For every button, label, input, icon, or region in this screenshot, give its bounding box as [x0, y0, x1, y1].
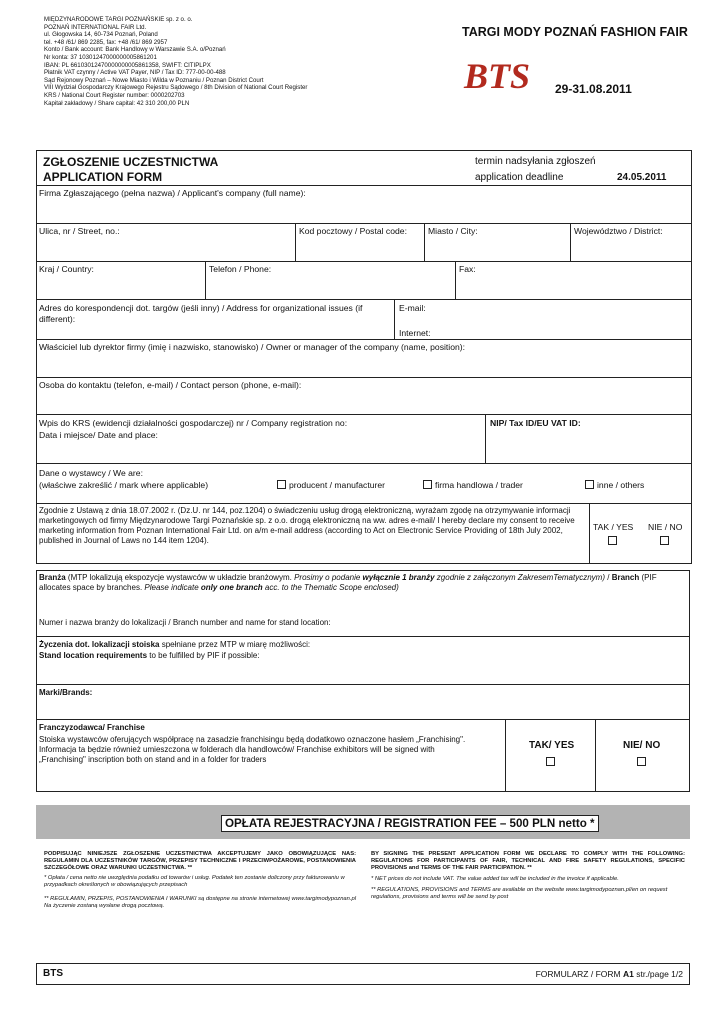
field-country[interactable]: Kraj / Country: [39, 264, 94, 274]
registration-fee-label: OPŁATA REJESTRACYJNA / REGISTRATION FEE – 500 PLN netto * [221, 815, 599, 832]
company-info-line: MIĘDZYNARODOWE TARGI POZNAŃSKIE sp. z o. o. [44, 16, 193, 23]
option-others[interactable] [582, 478, 647, 493]
form-title-pl: ZGŁOSZENIE UCZESTNICTWA [43, 155, 219, 169]
option-producer-label: producent / manufacturer [289, 480, 386, 490]
field-correspondence-address[interactable]: Adres do korespondencji dot. targów (jeśli inny) / Address for organizational issues (if different): [39, 303, 363, 324]
checkbox-icon[interactable] [277, 480, 286, 489]
field-owner[interactable]: Właściciel lub dyrektor firmy (imię i nazwisko, stanowisko) / Owner or manager of the company (name, position): [39, 342, 466, 352]
company-info-line: IBAN: PL 66103012470000000005861358, SWIFT: CITIPLPX [44, 61, 211, 69]
field-phone[interactable]: Telefon / Phone: [209, 264, 272, 274]
consent-yes-label: TAK / YES [593, 522, 634, 532]
franchise-title: Franczyzodawca/ Franchise [39, 723, 145, 732]
franchise-text: Stoiska wystawców oferujących współpracę na zasadzie franchisingu będą dodatkowo oznaczone hasłem „Franchising". Informacja ta będzie również umieszczona w folderach dla handlowców/ Franchise exhibitors will be signed with „Franchising" inscription both on stand and in a folder for traders [39, 735, 466, 764]
company-info-line: Kapitał zakładowy / Share capital: 42 310 200,00 PLN [44, 99, 190, 107]
field-internet[interactable]: Internet: [399, 328, 431, 338]
field-fax[interactable]: Fax: [459, 264, 476, 274]
field-email[interactable]: E-mail: [399, 303, 426, 313]
consent-yes-checkbox[interactable] [608, 536, 617, 545]
company-info-line: Konto / Bank account: Bank Handlowy w Warszawie S.A. o/Poznań [44, 46, 226, 54]
marketing-consent-text: Zgodnie z Ustawą z dnia 18.07.2002 r. (Dz.U. nr 144, poz.1204) o świadczeniu usług drogą elektroniczną, wyrażam zgodę na otrzymywanie informacji marketingowych od firmy Międzynarodowe Targi Poznańskie sp. z o.o. drogą elektroniczną na ww. adres e-mail/ I hereby declare my consent to receive marketing information from Poznan International Fair Ltd. on a/m e-mail address (according to Act on Electronic Service Providing of 18th July 2002, published in Journal of Laws no 144 item 1204). [39, 506, 575, 545]
field-registration-date-place[interactable]: Data i miejsce/ Date and place: [39, 430, 158, 440]
deadline-label-pl: termin nadsyłania zgłoszeń [475, 156, 596, 167]
field-brands[interactable]: Marki/Brands: [39, 688, 93, 697]
franchise-no-label: NIE/ NO [623, 740, 661, 751]
we-are-hint: (właściwe zakreślić / mark where applicable) [39, 480, 209, 490]
field-location-wishes[interactable]: Życzenia dot. lokalizacji stoiska spełniane przez MTP w miarę możliwości: [39, 640, 311, 649]
company-info-line: tel. +48 /61/ 869 2285, fax: +48 /61/ 869 2957 [44, 38, 168, 46]
consent-no-label: NIE / NO [648, 522, 683, 532]
company-info-line: VIII Wydział Gospodarczy Krajowego Rejestru Sądowego / 8th Division of National Court Register [44, 84, 308, 92]
fair-dates: 29-31.08.2011 [555, 82, 632, 96]
company-info-line: KRS / National Court Register number: 0000202703 [44, 91, 185, 99]
bts-logo [462, 58, 552, 92]
terms-en-note-vat: * NET prices do not include VAT. The value added tax will be included in the invoice if applicable. [371, 876, 619, 882]
option-trader[interactable] [420, 478, 526, 493]
option-others-label: inne / others [597, 480, 645, 490]
company-info [44, 16, 364, 107]
terms-pl-note-regulations: ** REGULAMIN, PRZEPIS, POSTANOWIENIA I WARUNKI są dostępne na stronie internetowej www.targimodypoznan.pl Na życzenie zostaną wysłane drogą pocztową. [44, 896, 356, 910]
terms-en-note-regulations: ** REGULATIONS, PROVISIONS and TERMS are available on the website www.targimodypoznan.pl/en on request regulations, provisions and terms will be send by post [371, 887, 668, 901]
checkbox-icon[interactable] [423, 480, 432, 489]
field-street[interactable]: Ulica, nr / Street, no.: [39, 226, 120, 236]
deadline-date: 24.05.2011 [617, 172, 667, 183]
consent-no-checkbox[interactable] [660, 536, 669, 545]
company-info-line: ul. Głogowska 14, 60-734 Poznań, Poland [44, 31, 158, 39]
checkbox-icon[interactable] [585, 480, 594, 489]
franchise-no-checkbox[interactable] [637, 757, 646, 766]
company-info-line: Sąd Rejonowy Poznań – Nowe Miasto i Wilda w Poznaniu / Poznan District Court [44, 76, 264, 84]
terms-pl: PODPISUJĄC NINIEJSZE ZGŁOSZENIE UCZESTNICTWA AKCEPTUJEMY JAKO OBOWIĄZUJĄCE NAS: REGULAMIN DLA UCZESTNIKÓW TARGÓW, PRZEPISY TECHNICZNE I PRZECIWPOŻAROWE, POSTANOWIENIA SZCZEGÓŁOWE ORAZ WARUNKI UCZESTNICTWA. ** [44, 851, 356, 872]
page-footer [36, 963, 690, 985]
field-company-registration[interactable]: Wpis do KRS (ewidencji działalności gospodarczej) nr / Company registration no: [39, 418, 348, 428]
field-contact-person[interactable]: Osoba do kontaktu (telefon, e-mail) / Contact person (phone, e-mail): [39, 380, 302, 390]
form-title-en: APPLICATION FORM [43, 170, 163, 184]
field-tax-id[interactable]: NIP/ Tax ID/EU VAT ID: [490, 418, 581, 428]
company-info-line: Płatnik VAT czynny / Active VAT Payer, NIP / Tax ID: 777-00-00-488 [44, 69, 226, 77]
fair-title: TARGI MODY POZNAŃ FASHION FAIR [462, 25, 688, 39]
franchise-yes-label: TAK/ YES [529, 740, 575, 751]
field-stand-requirements[interactable]: Stand location requirements to be fulfilled by PIF if possible: [39, 651, 260, 660]
franchise-yes-checkbox[interactable] [546, 757, 555, 766]
branch-description: Branża (MTP lokalizują ekspozycje wystawców w układzie branżowym. Prosimy o podanie wyłącznie 1 branży zgodnie z załączonym ZakresemTematycznym) / Branch (PIF allocates space by branches. Please indicate only one branch acc. to the Thematic Scope enclosed) [39, 573, 657, 592]
we-are-label: Dane o wystawcy / We are: [39, 468, 143, 478]
footer-form-id: FORMULARZ / FORM A1 str./page 1/2 [535, 969, 683, 979]
field-company-name[interactable]: Firma Zgłaszającego (pełna nazwa) / Applicant's company (full name): [39, 188, 306, 198]
terms-en: BY SIGNING THE PRESENT APPLICATION FORM WE DECLARE TO COMPLY WITH THE FOLLOWING: REGULATIONS FOR PARTICIPANTS OF FAIR, TECHNICAL AND FIRE SAFETY REGULATIONS, SPECIFIC PROVISIONS and TERMS OF THE FAIR PARTICIPATION. ** [371, 851, 685, 872]
application-form [36, 150, 692, 564]
field-branch-number[interactable]: Numer i nazwa branży do lokalizacji / Branch number and name for stand location: [39, 618, 331, 627]
registration-fee-bar [36, 805, 690, 839]
terms-pl-note-vat: * Opłata / cena netto nie uwzględnia podatku od towarów i usług. Podatek ten zostanie doliczony przy fakturowaniu w przypadkach określonych w obowiązujących przepisach [44, 875, 345, 889]
field-postal-code[interactable]: Kod pocztowy / Postal code: [299, 226, 407, 236]
field-district[interactable]: Województwo / District: [574, 226, 663, 236]
field-city[interactable]: Miasto / City: [428, 226, 478, 236]
deadline-label-en: application deadline [475, 172, 564, 183]
company-info-line: POZNAŃ INTERNATIONAL FAIR Ltd. [44, 23, 147, 31]
option-trader-label: firma handlowa / trader [435, 480, 523, 490]
option-producer[interactable] [274, 478, 388, 493]
bts-logo-text: BTS [464, 58, 531, 92]
footer-left: BTS [43, 968, 63, 979]
company-info-line: Nr konta: 37 10301247000000005861201 [44, 53, 157, 61]
